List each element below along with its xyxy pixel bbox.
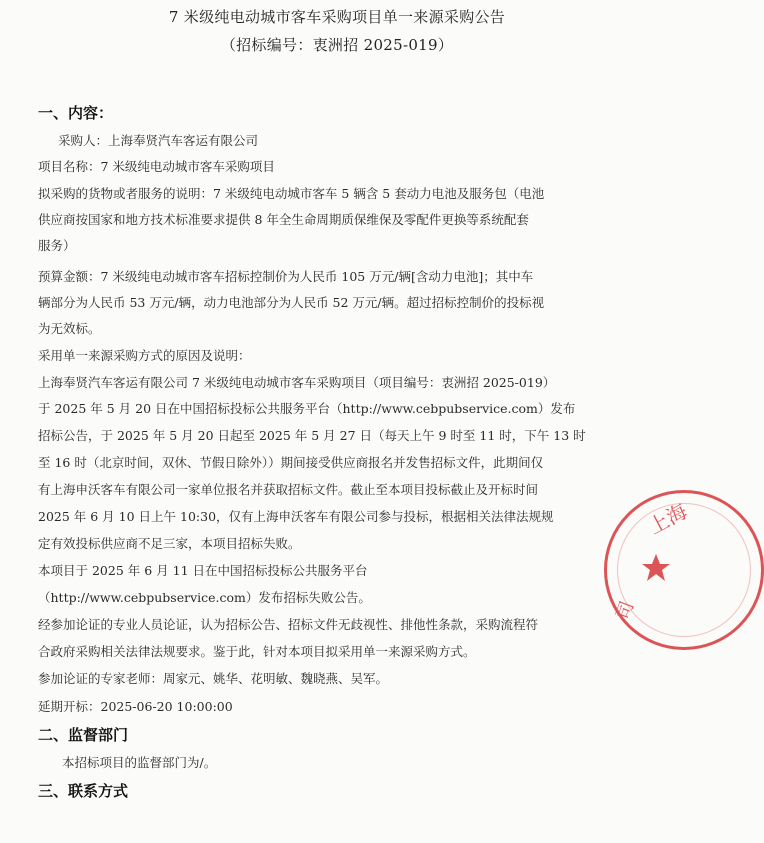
reason-line-1: 上海奉贤汽车客运有限公司 7 米级纯电动城市客车采购项目（项目编号：衷洲招 2025-019） — [38, 375, 556, 390]
tender-number: （招标编号：衷洲招 2025-019） — [220, 36, 454, 54]
seal-text-bottom: 司 — [612, 598, 639, 623]
goods-description-line-3: 服务） — [38, 238, 76, 253]
reason-title: 采用单一来源采购方式的原因及说明： — [38, 348, 251, 363]
reason-line-3: 招标公告，于 2025 年 5 月 20 日起至 2025 年 5 月 27 日（每天上午 9 时至 11 时，下午 13 时 — [38, 428, 586, 443]
goods-description-line-2: 供应商按国家和地方技术标准要求提供 8 年全生命周期质保维保及零配件更换等系统配套 — [38, 212, 529, 227]
section-heading-content: 一、内容： — [38, 104, 114, 122]
supervision-text: 本招标项目的监督部门为/。 — [62, 755, 217, 770]
budget-line-1: 预算金额：7 米级纯电动城市客车招标控制价为人民币 105 万元/辆[含动力电池]；其中车 — [38, 269, 534, 284]
reason-line-5: 有上海申沃客车有限公司一家单位报名并获取招标文件。截止至本项目投标截止及开标时间 — [38, 482, 539, 497]
document-title: 7 米级纯电动城市客车采购项目单一来源采购公告 — [168, 8, 506, 26]
fail-notice-line-1: 本项目于 2025 年 6 月 11 日在中国招标投标公共服务平台 — [38, 563, 368, 578]
experts-line: 参加论证的专家老师：周家元、姚华、花明敏、魏晓燕、吴军。 — [38, 671, 389, 686]
purchaser-line: 采购人：上海奉贤汽车客运有限公司 — [58, 133, 259, 148]
deferred-opening-line: 延期开标：2025-06-20 10:00:00 — [38, 699, 233, 714]
section-heading-contact: 三、联系方式 — [38, 782, 129, 800]
reason-line-7: 定有效投标供应商不足三家，本项目招标失败。 — [38, 536, 301, 551]
expert-opinion-line-2: 合政府采购相关法律法规要求。鉴于此，针对本项目拟采用单一来源采购方式。 — [38, 644, 476, 659]
budget-line-3: 为无效标。 — [38, 321, 101, 336]
seal-text-top: 上海 — [644, 498, 691, 539]
reason-line-4: 至 16 时（北京时间，双休、节假日除外））期间接受供应商报名并发售招标文件，此期间仅 — [38, 455, 544, 470]
fail-notice-line-2: （http://www.cebpubservice.com）发布招标失败公告。 — [38, 590, 371, 605]
expert-opinion-line-1: 经参加论证的专业人员论证，认为招标公告、招标文件无歧视性、排他性条款，采购流程符 — [38, 617, 539, 632]
reason-line-6: 2025 年 6 月 10 日上午 10:30，仅有上海申沃客车有限公司参与投标，根据相关法律法规规 — [38, 509, 554, 524]
section-heading-supervision: 二、监督部门 — [38, 726, 129, 744]
reason-line-2: 于 2025 年 5 月 20 日在中国招标投标公共服务平台（http://www.cebpubservice.com）发布 — [38, 401, 576, 416]
goods-description-line-1: 拟采购的货物或者服务的说明：7 米级纯电动城市客车 5 辆含 5 套动力电池及服务包（电池 — [38, 186, 545, 201]
budget-line-2: 辆部分为人民币 53 万元/辆，动力电池部分为人民币 52 万元/辆。超过招标控制价的投标视 — [38, 295, 545, 310]
official-seal — [604, 490, 764, 650]
project-name-line: 项目名称：7 米级纯电动城市客车采购项目 — [38, 159, 275, 174]
seal-star-icon — [641, 553, 671, 583]
